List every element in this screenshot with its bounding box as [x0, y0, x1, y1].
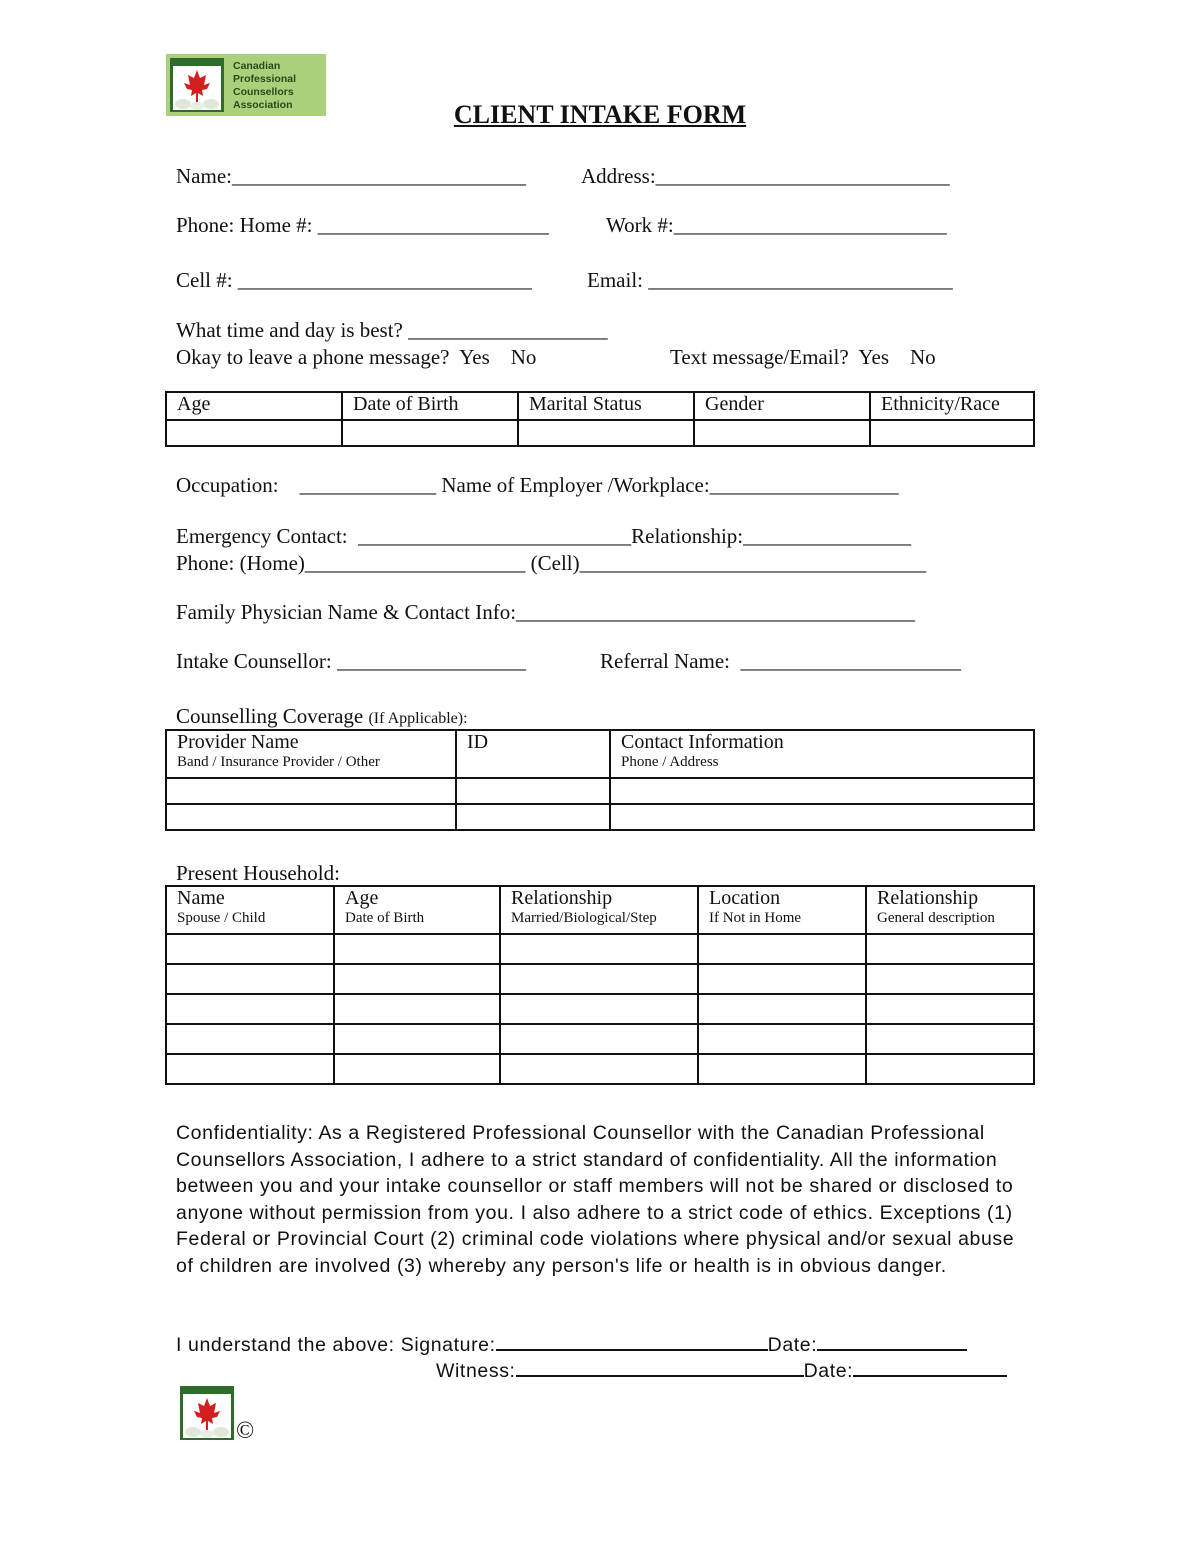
household-cell[interactable]: [500, 964, 698, 994]
age-cell[interactable]: [166, 420, 342, 446]
date-label: Date:: [767, 1334, 818, 1356]
ethnicity-cell[interactable]: [870, 420, 1034, 446]
confidentiality-statement: Confidentiality: As a Registered Professional Counsellor with the Canadian Professional Counsellors Association, I adhere to a strict standard of confidentiality. All the information between you and your intake counsellor or staff members will not be shared or disclosed to anyone without permission from you. I also adhere to a strict code of ethics. Exceptions (1) Federal or Provincial Court (2) criminal code violations where physical and/or sexual abuse of children are involved (3) whereby any person's life or health is in obvious danger.: [176, 1122, 1015, 1277]
witness-date-line[interactable]: [853, 1357, 1007, 1377]
gender-cell[interactable]: [694, 420, 870, 446]
coverage-provider-cell[interactable]: [166, 778, 456, 804]
dob-cell[interactable]: [342, 420, 518, 446]
logo-line-3: Counsellors: [233, 86, 294, 98]
household-cell[interactable]: [166, 934, 334, 964]
signature-line[interactable]: [496, 1331, 768, 1351]
header-age: Age: [166, 392, 342, 420]
coverage-contact-cell[interactable]: [610, 804, 1034, 830]
header-household-location: [698, 886, 866, 934]
coverage-label: [176, 704, 468, 729]
best-time-field[interactable]: What time and day is best? ___________________: [176, 318, 608, 342]
name-field[interactable]: Name:____________________________: [176, 164, 526, 188]
coverage-label-note: (If Applicable):: [368, 710, 468, 727]
household-cell[interactable]: [334, 1054, 500, 1084]
signature-label: Signature:: [400, 1334, 496, 1356]
marital-status-cell[interactable]: [518, 420, 694, 446]
header-household-general-main: Relationship: [877, 887, 979, 909]
coverage-provider-cell[interactable]: [166, 804, 456, 830]
header-household-relationship-sub: Married/Biological/Step: [511, 910, 657, 926]
header-gender: Gender: [694, 392, 870, 420]
header-household-general-sub: General description: [877, 910, 995, 926]
phone-message-option[interactable]: Okay to leave a phone message? Yes No: [176, 345, 537, 369]
header-household-age: [334, 886, 500, 934]
family-physician-field[interactable]: Family Physician Name & Contact Info:______________________________________: [176, 600, 916, 624]
household-cell[interactable]: [500, 1024, 698, 1054]
household-cell[interactable]: [698, 994, 866, 1024]
household-cell[interactable]: [166, 1054, 334, 1084]
coverage-id-cell[interactable]: [456, 778, 610, 804]
household-cell[interactable]: [698, 1054, 866, 1084]
header-household-general: [866, 886, 1034, 934]
header-id-main: ID: [467, 731, 489, 753]
household-cell[interactable]: [698, 934, 866, 964]
household-cell[interactable]: [698, 1024, 866, 1054]
understand-label: I understand the above:: [176, 1334, 395, 1356]
household-cell[interactable]: [334, 1024, 500, 1054]
emergency-phone-field[interactable]: Phone: (Home)_____________________ (Cell)_________________________________: [176, 551, 927, 575]
household-cell[interactable]: [334, 994, 500, 1024]
home-phone-field[interactable]: Phone: Home #: ______________________: [176, 213, 549, 237]
header-household-name-sub: Spouse / Child: [177, 910, 266, 926]
household-cell[interactable]: [866, 1054, 1034, 1084]
header-household-location-sub: If Not in Home: [709, 910, 802, 926]
coverage-id-cell[interactable]: [456, 804, 610, 830]
header-household-name-main: Name: [177, 887, 225, 909]
witness-label: Witness:: [436, 1360, 516, 1382]
page-title: CLIENT INTAKE FORM: [453, 100, 747, 129]
logo-line-4: Association: [233, 99, 293, 111]
household-cell[interactable]: [166, 964, 334, 994]
household-cell[interactable]: [334, 934, 500, 964]
header-household-relationship-main: Relationship: [511, 887, 613, 909]
household-cell[interactable]: [866, 994, 1034, 1024]
household-cell[interactable]: [500, 1054, 698, 1084]
household-cell[interactable]: [500, 934, 698, 964]
header-household-name: [166, 886, 334, 934]
coverage-table: [165, 729, 1035, 831]
header-contact-info-main: Contact Information: [621, 731, 784, 753]
household-cell[interactable]: [334, 964, 500, 994]
logo-line-2: Professional: [233, 73, 297, 85]
text-message-option[interactable]: Text message/Email? Yes No: [670, 345, 936, 369]
address-field[interactable]: Address:____________________________: [581, 164, 950, 188]
referral-name-field[interactable]: Referral Name: _____________________: [600, 649, 962, 673]
household-cell[interactable]: [698, 964, 866, 994]
signature-row: [176, 1331, 967, 1357]
header-ethnicity: Ethnicity/Race: [870, 392, 1034, 420]
logo-line-1: Canadian: [233, 60, 281, 72]
household-cell[interactable]: [866, 934, 1034, 964]
header-provider-name-main: Provider Name: [177, 731, 299, 753]
occupation-field[interactable]: Occupation: _____________ Name of Employer /Workplace:__________________: [176, 473, 899, 497]
witness-row: [436, 1357, 1007, 1383]
copyright-symbol: ©: [236, 1418, 255, 1444]
header-contact-information: [610, 730, 1034, 778]
household-cell[interactable]: [166, 994, 334, 1024]
header-id: [456, 730, 610, 778]
household-cell[interactable]: [500, 994, 698, 1024]
household-table: [165, 885, 1035, 1085]
household-cell[interactable]: [866, 964, 1034, 994]
header-dob: Date of Birth: [342, 392, 518, 420]
witness-line[interactable]: [516, 1357, 804, 1377]
signature-date-line[interactable]: [817, 1331, 967, 1351]
intake-counsellor-field[interactable]: Intake Counsellor: __________________: [176, 649, 526, 673]
household-cell[interactable]: [866, 1024, 1034, 1054]
header-marital-status: Marital Status: [518, 392, 694, 420]
header-provider-name: [166, 730, 456, 778]
header-contact-info-sub: Phone / Address: [621, 754, 719, 770]
maple-leaf-emblem-icon: [180, 1386, 234, 1440]
witness-date-label: Date:: [803, 1360, 854, 1382]
header-provider-name-sub: Band / Insurance Provider / Other: [177, 754, 380, 770]
work-phone-field[interactable]: Work #:__________________________: [606, 213, 947, 237]
emergency-contact-field[interactable]: Emergency Contact: __________________________Relationship:________________: [176, 524, 912, 548]
household-cell[interactable]: [166, 1024, 334, 1054]
demographics-table: [165, 391, 1035, 447]
header-household-location-main: Location: [709, 887, 781, 909]
coverage-label-text: Counselling Coverage: [176, 704, 364, 728]
household-label: Present Household:: [176, 861, 340, 885]
header-household-age-main: Age: [345, 887, 379, 909]
coverage-contact-cell[interactable]: [610, 778, 1034, 804]
header-household-relationship: [500, 886, 698, 934]
email-field[interactable]: Email: _____________________________: [587, 268, 953, 292]
cell-field[interactable]: Cell #: ____________________________: [176, 268, 532, 292]
header-household-age-sub: Date of Birth: [345, 910, 425, 926]
